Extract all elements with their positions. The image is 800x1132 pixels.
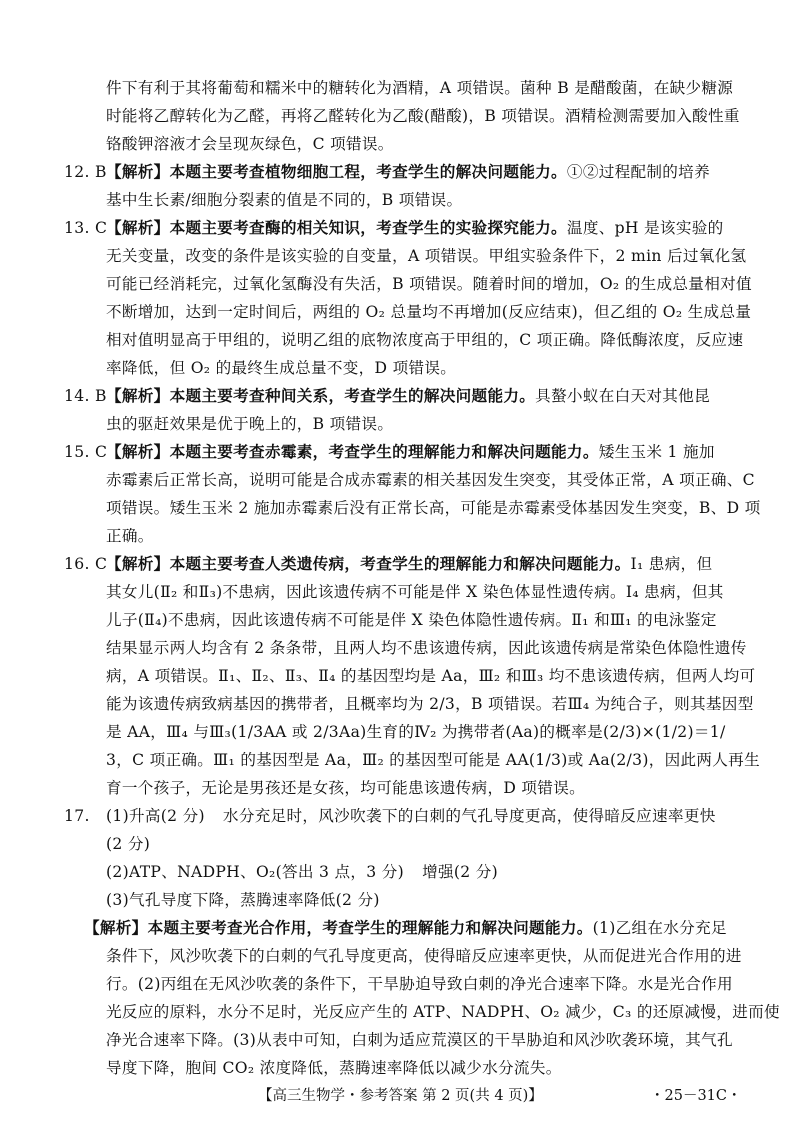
text-line — [0, 662, 800, 690]
footer-code: ・25－31C・ — [650, 1088, 742, 1104]
text-line — [0, 942, 800, 970]
line-text: 时能将乙醇转化为乙醛，再将乙醛转化为乙酸(醋酸)，B 项错误。酒精检测需要加入酸性重 — [106, 107, 740, 125]
question-number: 15. C — [64, 443, 108, 461]
text-line — [0, 354, 800, 382]
line-text: 率降低，但 O₂ 的最终生成总量不变，D 项错误。 — [106, 359, 457, 377]
line-text: 是 AA，Ⅲ₄ 与Ⅲ₃(1/3AA 或 2/3Aa)生育的Ⅳ₂ 为携带者(Aa)的概率是(2/3)×(1/2)＝1/ — [106, 723, 726, 741]
text-line — [0, 410, 800, 438]
answer-part: 水分充足时，风沙吹袭下的白刺的气孔导度更高，使得暗反应速率更快 — [222, 807, 716, 825]
line-text: 其女儿(Ⅱ₂ 和Ⅱ₃)不患病，因此该遗传病不可能是伴 X 染色体显性遗传病。Ⅰ₄ 患病，但其 — [106, 583, 724, 601]
text-line — [0, 438, 800, 466]
line-text: 儿子(Ⅱ₄)不患病，因此该遗传病不可能是伴 X 染色体隐性遗传病。Ⅱ₁ 和Ⅲ₁ 的电泳鉴定 — [106, 611, 717, 629]
text-line — [0, 606, 800, 634]
text-line — [0, 158, 800, 186]
question-number: 17. — [64, 807, 90, 825]
line-text: 基中生长素/细胞分裂素的值是不同的，B 项错误。 — [106, 191, 463, 209]
text-line — [0, 298, 800, 326]
text-line — [0, 270, 800, 298]
text-line — [0, 858, 800, 886]
line-text: 赤霉素后正常长高，说明可能是合成赤霉素的相关基因发生突变，其受体正常，A 项正确、C — [106, 471, 755, 489]
text-line — [0, 214, 800, 242]
text-line — [0, 970, 800, 998]
line-text: 净光合速率下降。(3)从表中可知，白刺为适应荒漠区的干旱胁迫和风沙吹袭环境，其气孔 — [106, 1031, 733, 1049]
question-number: 13. C — [64, 219, 108, 237]
text-line — [0, 634, 800, 662]
line-text: 件下有利于其将葡萄和糯米中的糖转化为酒精，A 项错误。菌种 B 是醋酸菌，在缺少糖源 — [106, 79, 734, 97]
page-footer — [0, 1084, 800, 1108]
line-text: 育一个孩子，无论是男孩还是女孩，均可能患该遗传病，D 项错误。 — [106, 779, 585, 797]
line-text: 能为该遗传病致病基因的携带者，且概率均为 2/3，B 项错误。若Ⅲ₄ 为纯合子，则其基因型 — [106, 695, 754, 713]
text-line — [0, 746, 800, 774]
text-line — [0, 550, 800, 578]
text-line — [0, 998, 800, 1026]
line-text: 正确。 — [106, 527, 154, 545]
text-line — [0, 578, 800, 606]
text-line — [0, 186, 800, 214]
text-line — [0, 774, 800, 802]
analysis-text: ①②过程配制的培养 — [566, 163, 710, 181]
text-line — [0, 466, 800, 494]
analysis-text: (1)乙组在水分充足 — [592, 919, 727, 937]
analysis-text: 温度、pH 是该实验的 — [566, 219, 724, 237]
answer-content — [0, 74, 800, 1082]
analysis-heading: 【解析】本题主要考查赤霉素，考查学生的理解能力和解决问题能力。 — [106, 442, 599, 461]
text-line — [0, 130, 800, 158]
answer-part: (2 分) — [106, 835, 151, 853]
line-text — [106, 858, 498, 886]
line-text: 光反应的原料，水分不足时，光反应产生的 ATP、NADPH、O₂ 减少，C₃ 的还原减慢，进而使 — [106, 1003, 780, 1021]
text-line — [0, 886, 800, 914]
line-text: 铬酸钾溶液才会呈现灰绿色，C 项错误。 — [106, 135, 394, 153]
text-line — [0, 102, 800, 130]
analysis-heading: 【解析】本题主要考查人类遗传病，考查学生的理解能力和解决问题能力。 — [106, 554, 631, 573]
analysis-heading: 【解析】本题主要考查酶的相关知识，考查学生的实验探究能力。 — [106, 218, 567, 237]
line-text — [106, 802, 716, 830]
text-line — [0, 1054, 800, 1082]
line-text: 行。(2)丙组在无风沙吹袭的条件下，干旱胁迫导致白刺的净光合速率下降。水是光合作用 — [106, 975, 733, 993]
analysis-heading: 【解析】本题主要考查种间关系，考查学生的解决问题能力。 — [106, 386, 536, 405]
text-line — [0, 74, 800, 102]
footer-page-info: 【高三生物学・参考答案 第 2 页(共 4 页)】 — [258, 1088, 543, 1104]
line-text: 3，C 项正确。Ⅲ₁ 的基因型是 Aa，Ⅲ₂ 的基因型可能是 AA(1/3)或 Aa(2/3)，因此两人再生 — [106, 751, 760, 769]
analysis-heading: 【解析】本题主要考查光合作用，考查学生的理解能力和解决问题能力。 — [84, 918, 593, 937]
line-text: 条件下，风沙吹袭下的白刺的气孔导度更高，使得暗反应速率更快，从而促进光合作用的进 — [106, 947, 742, 965]
text-line — [0, 1026, 800, 1054]
line-text: 不断增加，达到一定时间后，两组的 O₂ 总量均不再增加(反应结束)，但乙组的 O₂ 生成总量 — [106, 303, 752, 321]
line-text: 结果显示两人均含有 2 条条带，且两人均不患该遗传病，因此该遗传病是常染色体隐性遗传 — [106, 639, 747, 657]
text-line — [0, 382, 800, 410]
text-line — [0, 914, 800, 942]
question-number: 16. C — [64, 555, 108, 573]
analysis-text: 具螯小蚁在白天对其他昆 — [535, 387, 710, 405]
answer-part: (3)气孔导度下降，蒸腾速率降低(2 分) — [106, 891, 380, 909]
analysis-text: 矮生玉米 1 施加 — [598, 443, 715, 461]
text-line — [0, 494, 800, 522]
line-text — [106, 158, 710, 186]
line-text: 项错误。矮生玉米 2 施加赤霉素后没有正常长高，可能是赤霉素受体基因发生突变，B、D 项 — [106, 499, 761, 517]
text-line — [0, 830, 800, 858]
line-text: 相对值明显高于甲组的，说明乙组的底物浓度高于甲组的，C 项正确。降低酶浓度，反应速 — [106, 331, 744, 349]
line-text: 无关变量，改变的条件是该实验的自变量，A 项错误。甲组实验条件下，2 min 后过氧化氢 — [106, 247, 747, 265]
line-text — [84, 914, 727, 942]
text-line — [0, 690, 800, 718]
answer-part: 增强(2 分) — [422, 863, 498, 881]
line-text: 导度下降，胞间 CO₂ 浓度降低，蒸腾速率降低以减少水分流失。 — [106, 1059, 562, 1077]
line-text — [106, 550, 712, 578]
line-text: 病，A 项错误。Ⅱ₁、Ⅱ₂、Ⅱ₃、Ⅱ₄ 的基因型均是 Aa，Ⅲ₂ 和Ⅲ₃ 均不患该遗传病，但两人均可 — [106, 667, 756, 685]
question-number: 12. B — [64, 163, 107, 181]
line-text — [106, 382, 710, 410]
text-line — [0, 522, 800, 550]
question-number: 14. B — [64, 387, 107, 405]
answer-part: (2)ATP、NADPH、O₂(答出 3 点，3 分) — [106, 863, 405, 881]
line-text — [106, 214, 724, 242]
line-text — [106, 438, 715, 466]
text-line — [0, 802, 800, 830]
line-text: 可能已经消耗完，过氧化氢酶没有失活，B 项错误。随着时间的增加，O₂ 的生成总量相对值 — [106, 275, 752, 293]
analysis-heading: 【解析】本题主要考查植物细胞工程，考查学生的解决问题能力。 — [106, 162, 567, 181]
text-line — [0, 718, 800, 746]
line-text: 虫的驱赶效果是优于晚上的，B 项错误。 — [106, 415, 394, 433]
text-line — [0, 326, 800, 354]
text-line — [0, 242, 800, 270]
answer-part: (1)升高(2 分) — [106, 807, 205, 825]
analysis-text: Ⅰ₁ 患病，但 — [630, 555, 713, 573]
